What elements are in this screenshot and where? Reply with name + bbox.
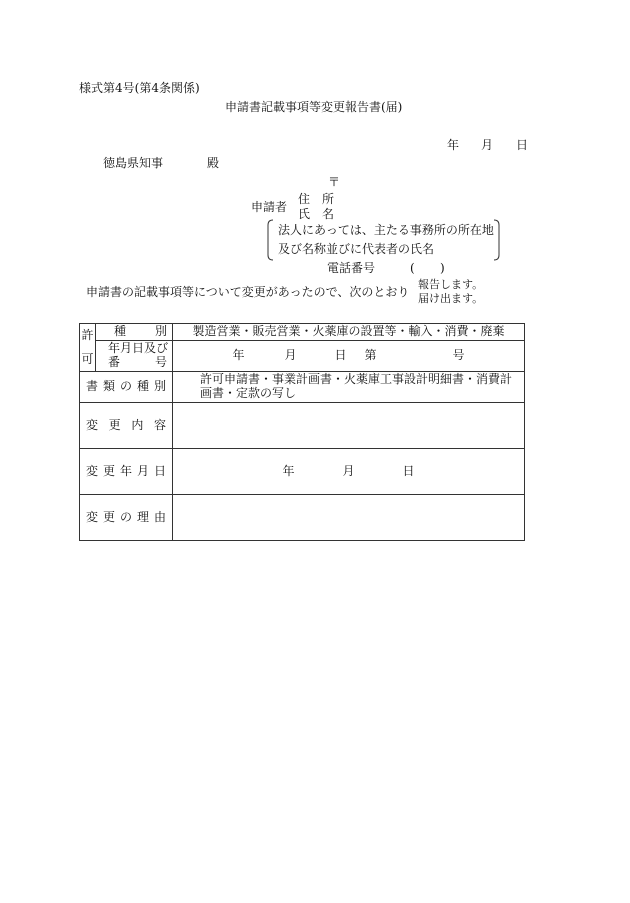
change-content-label-1: 変 (86, 417, 99, 432)
addressee-honorific: 殿 (207, 156, 220, 170)
name-label-1: 氏 (298, 207, 311, 221)
date-number-value-cell (173, 341, 525, 372)
type-label-2: 別 (154, 324, 167, 339)
right-brace (493, 219, 501, 261)
number-label-2: 号 (154, 355, 167, 369)
date-number-label-1: 年 (108, 341, 121, 356)
permit-date-year: 年 (232, 348, 245, 363)
permit-label-bottom: 可 (81, 351, 94, 366)
change-reason-label-1: 変 (86, 509, 99, 524)
change-date-label-1: 変 (86, 463, 99, 478)
type-label-cell (96, 324, 173, 341)
date-year: 年 (447, 138, 460, 152)
date-number-label-4: 及 (144, 341, 157, 356)
change-date-year: 年 (282, 463, 295, 478)
postal-mark: 〒 (328, 175, 341, 189)
change-date-label-4: 月 (136, 463, 149, 478)
option-notify: 届け出ます。 (418, 292, 484, 305)
addressee-name: 徳島県知事 (103, 156, 164, 170)
date-day: 日 (516, 138, 529, 152)
change-date-label-3: 年 (119, 463, 132, 478)
phone-label: 電話番号 (327, 261, 376, 275)
change-details-table (79, 323, 525, 541)
change-date-label-2: 更 (102, 463, 115, 478)
doc-type-label-4: 種 (136, 379, 149, 394)
statement-text: 申請書の記載事項等について変更があったので、次のとおり (86, 285, 410, 299)
date-month: 月 (481, 138, 494, 152)
change-reason-label-3: の (119, 509, 132, 524)
change-reason-value-cell (173, 495, 525, 541)
change-date-label-cell (80, 449, 173, 495)
name-label-2: 名 (322, 207, 335, 221)
type-label-1: 種 (114, 324, 127, 339)
address-label-1: 住 (298, 192, 311, 206)
date-number-label-2: 月 (120, 341, 133, 356)
doc-type-label-1: 書 (86, 379, 99, 394)
change-reason-label-2: 更 (102, 509, 115, 524)
option-report: 報告します。 (418, 278, 484, 291)
change-content-label-3: 内 (131, 417, 144, 432)
change-reason-label-4: 理 (136, 509, 149, 524)
date-number-label-5: び (156, 341, 169, 356)
document-type-value-cell (173, 372, 525, 403)
change-date-month: 月 (342, 463, 355, 478)
type-value-cell: 製造営業・販売営業・火薬庫の設置等・輸入・消費・廃棄 (173, 324, 525, 341)
change-reason-label-5: 由 (153, 509, 166, 524)
date-number-label-cell (96, 341, 173, 372)
number-label-1: 番 (108, 355, 121, 369)
phone-paren-close: ) (440, 261, 445, 275)
change-content-value-cell (173, 403, 525, 449)
change-content-label-2: 更 (108, 417, 121, 432)
address-label-2: 所 (322, 192, 335, 206)
change-reason-label-cell (80, 495, 173, 541)
change-content-label-4: 容 (153, 417, 166, 432)
document-title: 申請書記載事項等変更報告書(届) (225, 100, 403, 114)
permit-date-day: 日 (334, 348, 347, 363)
change-date-value-cell (173, 449, 525, 495)
change-date-day: 日 (402, 463, 415, 478)
change-content-label-cell (80, 403, 173, 449)
document-type-line-1: 許可申請書・事業計画書・火薬庫工事設計明細書・消費計 (200, 372, 513, 387)
corporation-note-line-1: 法人にあっては、主たる事務所の所在地 (278, 223, 494, 237)
doc-type-label-3: の (119, 379, 132, 394)
doc-type-label-5: 別 (153, 379, 166, 394)
applicant-label: 申請者 (251, 200, 288, 214)
permit-number-prefix: 第 (364, 348, 377, 363)
corporation-note-line-2: 及び名称並びに代表者の氏名 (278, 242, 435, 256)
date-number-label-3: 日 (132, 341, 145, 356)
permit-label-top: 許 (81, 327, 94, 342)
change-date-label-5: 日 (153, 463, 166, 478)
form-number: 様式第4号(第4条関係) (79, 81, 200, 95)
permit-date-month: 月 (284, 348, 297, 363)
permit-number-suffix: 号 (452, 348, 465, 363)
document-type-line-2: 画書・定款の写し (200, 386, 297, 400)
left-brace (266, 219, 274, 261)
phone-paren-open: ( (410, 261, 415, 275)
doc-type-label-2: 類 (102, 379, 115, 394)
permit-side-label (80, 324, 96, 372)
document-type-label-cell (80, 372, 173, 403)
